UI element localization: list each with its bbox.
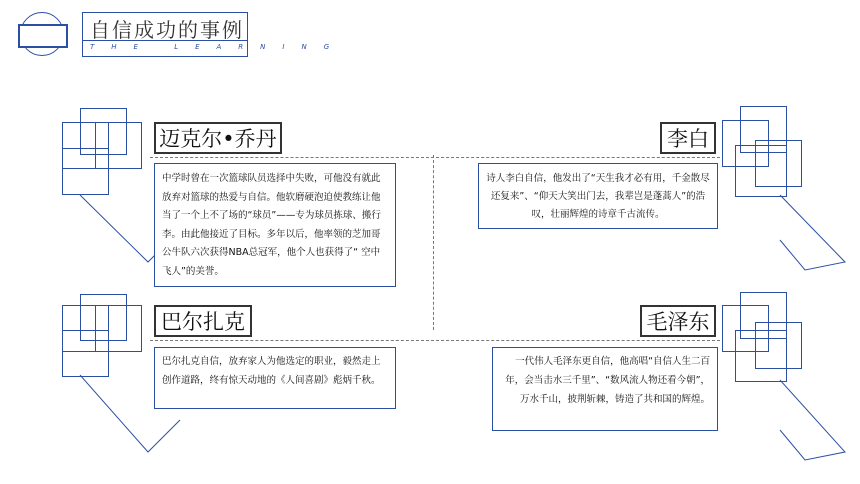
card-name-libai: 李白	[660, 122, 716, 154]
decor-square	[735, 145, 787, 197]
card-text-mao: 一代伟人毛泽东更自信，他高唱“自信人生二百年，会当击水三千里”、“数风流人物还看今朝”，万水千山，披荆斩棘，铸造了共和国的辉煌。	[492, 347, 718, 431]
decor-square	[95, 305, 142, 352]
card-text-jordan: 中学时曾在一次篮球队员选择中失败，可他没有就此放弃对篮球的热爱与自信。他软磨硬泡迫使教练让他当了一个上不了场的“球员”——专为球员拣球、搬行李。由此他接近了目标。多年以后，他率领的芝加哥公牛队六次获得NBA总冠军，他个人也获得了“ 空中飞人”的美誉。	[154, 163, 396, 287]
page-subtitle: THE LEARNING	[90, 43, 347, 51]
card-name-balzac: 巴尔扎克	[154, 305, 252, 337]
card-name-jordan: 迈克尔•乔丹	[154, 122, 282, 154]
card-text-libai: 诗人李白自信，他发出了“天生我才必有用，千金散尽还复来”、“仰天大笑出门去，我辈岂是蓬蒿人”的浩叹，壮丽辉煌的诗章千古流传。	[478, 163, 718, 229]
card-text-balzac: 巴尔扎克自信，放弃家人为他选定的职业，毅然走上创作道路，终有惊天动地的《人间喜剧》彪炳千秋。	[154, 347, 396, 409]
decor-square	[95, 122, 142, 169]
card-name-mao: 毛泽东	[640, 305, 716, 337]
page-title: 自信成功的事例	[90, 18, 244, 42]
decor-square	[735, 330, 787, 382]
